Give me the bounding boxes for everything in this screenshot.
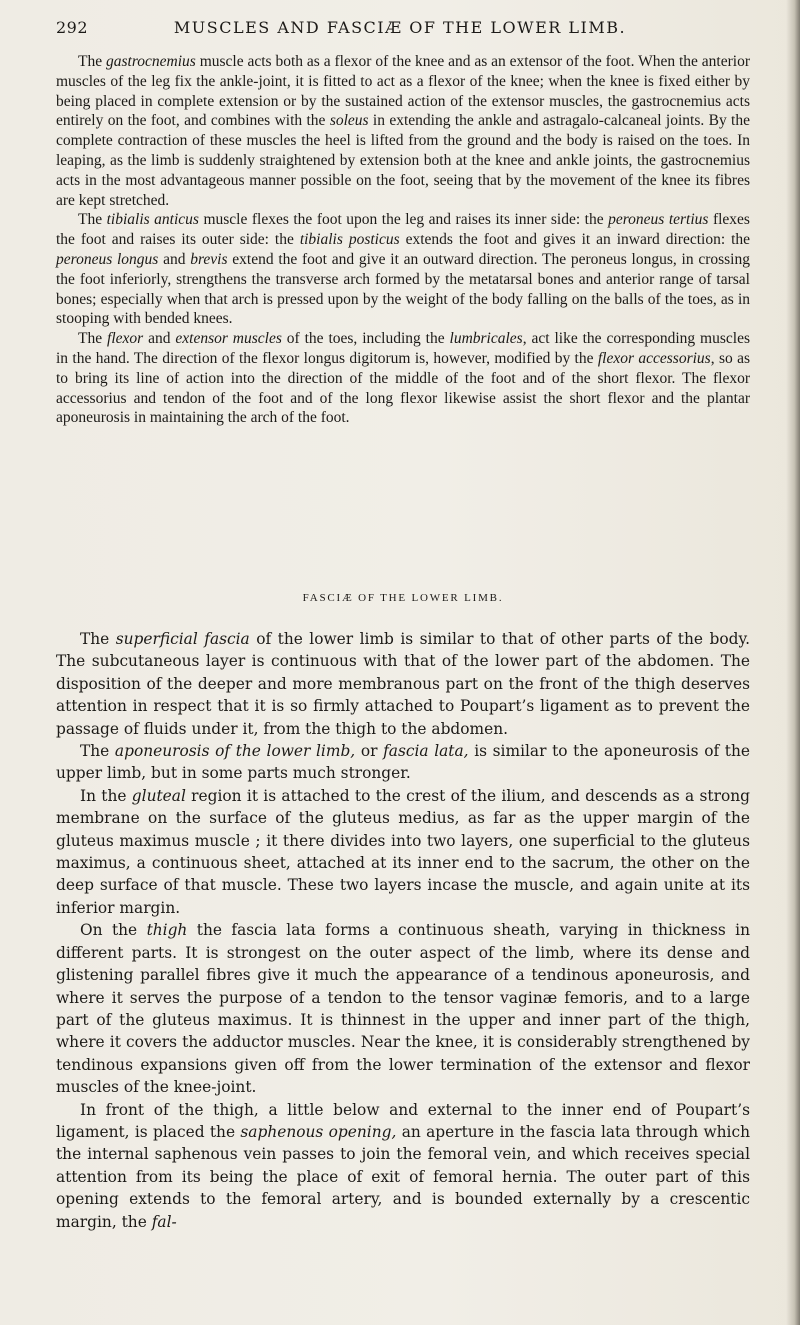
paragraph-aponeurosis: The aponeurosis of the lower limb, or fascia lata, is similar to the aponeurosis of the upper limb, but in some parts much stronger. xyxy=(56,742,750,783)
paragraph-gastrocnemius: The gastrocnemius muscle acts both as a flexor of the knee and as an extensor of the foot. When the anterior muscles of the leg fix the ankle-joint, it is fitted to act as a flexor of the knee; when the knee is fixed either by being placed in complete extension or by the sustained action of the extensor muscles, the gastrocnemius acts entirely on the foot, and combines with the soleus in extending the ankle and astragalo-calcaneal joints. By the complete contraction of these muscles the heel is lifted from the ground and the body is raised on the toes. In leaping, as the limb is suddenly straightened by extension both at the knee and ankle joints, the gastrocnemius acts in the most advantageous manner possible on the foot, seeing that by the movement of the knee its fibres are kept stretched. xyxy=(56,53,750,209)
term-falciform: fal- xyxy=(151,1212,177,1231)
term-gluteal: gluteal xyxy=(131,786,186,805)
term-saphenous-opening: saphenous opening, xyxy=(240,1122,397,1141)
term-soleus: soleus xyxy=(329,112,369,130)
term-aponeurosis: aponeurosis of the lower limb, xyxy=(114,742,356,761)
term-extensor-muscles: extensor muscles xyxy=(175,330,282,348)
page-binding-shadow xyxy=(786,0,800,1325)
term-tibialis-posticus: tibialis posticus xyxy=(299,231,400,249)
paragraph-tibialis: The tibialis anticus muscle flexes the foot upon the leg and raises its inner side: the peroneus tertius flexes the foot and raises its outer side: the tibialis posticus extends the foot and gives it an inward direction: the peroneus longus and brevis extend the foot and give it an outward direction. The peroneus longus, in crossing the foot inferiorly, strengthens the transverse arch formed by the metatarsal bones and anterior range of tarsal bones; especially when that arch is pressed upon by the weight of the body falling on the balls of the toes, as in stooping with bended knees. xyxy=(56,211,750,328)
paragraph-flexor-extensor: The flexor and extensor muscles of the toes, including the lumbricales, act like the corresponding muscles in the hand. The direction of the flexor longus digitorum is, however, modified by the flexor accessorius, so as to bring its line of action into the direction of the middle of the foot and of the short flexor. The flexor accessorius and tendon of the foot and of the long flexor likewise assist the short flexor and the plantar aponeurosis in maintaining the arch of the foot. xyxy=(56,330,750,427)
term-superficial-fascia: superficial fascia xyxy=(115,630,250,648)
term-brevis: brevis xyxy=(190,250,228,268)
term-flexor-accessorius: flexor accessorius xyxy=(597,349,711,367)
term-fascia-lata: fascia lata, xyxy=(383,742,469,761)
term-gastrocnemius: gastrocnemius xyxy=(105,53,196,70)
running-title: MUSCLES AND FASCIÆ OF THE LOWER LIMB. xyxy=(173,18,627,37)
page-number: 292 xyxy=(56,18,89,37)
term-flexor: flexor xyxy=(107,330,144,348)
term-lumbricales: lumbricales xyxy=(449,330,523,348)
paragraph-superficial-fascia: The superficial fascia of the lower limb is similar to that of other parts of the body. The subcutaneous layer is continuous with that of the lower part of the abdomen. The disposition of the deeper and more membranous part on the front of the thigh deserves attention in respect that it is so firmly attached to Poupart’s ligament as to prevent the passage of fluids under it, from the thigh to the abdomen. xyxy=(56,630,750,738)
muscles-actions-text xyxy=(56,52,750,428)
term-peroneus-longus: peroneus longus xyxy=(56,250,159,268)
paragraph-gluteal: In the gluteal region it is attached to the crest of the ilium, and descends as a strong membrane on the surface of the gluteus medius, as far as the upper margin of the gluteus maximus muscle ; it there divides into two layers, one superficial to the gluteus maximus, a continuous sheet, attached at its inner end to the sacrum, the other on the deep surface of that muscle. These two layers incase the muscle, and again unite at its inferior margin. xyxy=(56,786,750,917)
paragraph-saphenous: In front of the thigh, a little below and external to the inner end of Poupart’s ligament, is placed the saphenous opening, an aperture in the fascia lata through which the internal saphenous vein passes to join the femoral vein, and which receives special attention from its being the place of exit of femoral hernia. The outer part of this opening extends to the femoral artery, and is bounded externally by a crescentic margin, the fal- xyxy=(56,1100,750,1231)
term-peroneus-tertius: peroneus tertius xyxy=(608,211,709,229)
fasciae-text xyxy=(56,628,750,1233)
term-thigh: thigh xyxy=(146,921,188,940)
page-header xyxy=(50,18,750,42)
paragraph-thigh: On the thigh the fascia lata forms a continuous sheath, varying in thickness in different parts. It is strongest on the outer aspect of the limb, where its dense and glistening parallel fibres give it much the appearance of a tendinous aponeurosis, and where it serves the purpose of a tendon to the tensor vaginæ femoris, and to a large part of the gluteus maximus. It is thinnest in the upper and inner part of the thigh, where it covers the adductor muscles. Near the knee, it is considerably strengthened by tendinous expansions given off from the lower termination of the extensor and flexor muscles of the knee-joint. xyxy=(56,921,750,1097)
term-tibialis-anticus: tibialis anticus xyxy=(106,211,199,229)
section-heading-fasciae: FASCIÆ OF THE LOWER LIMB. xyxy=(302,592,504,604)
